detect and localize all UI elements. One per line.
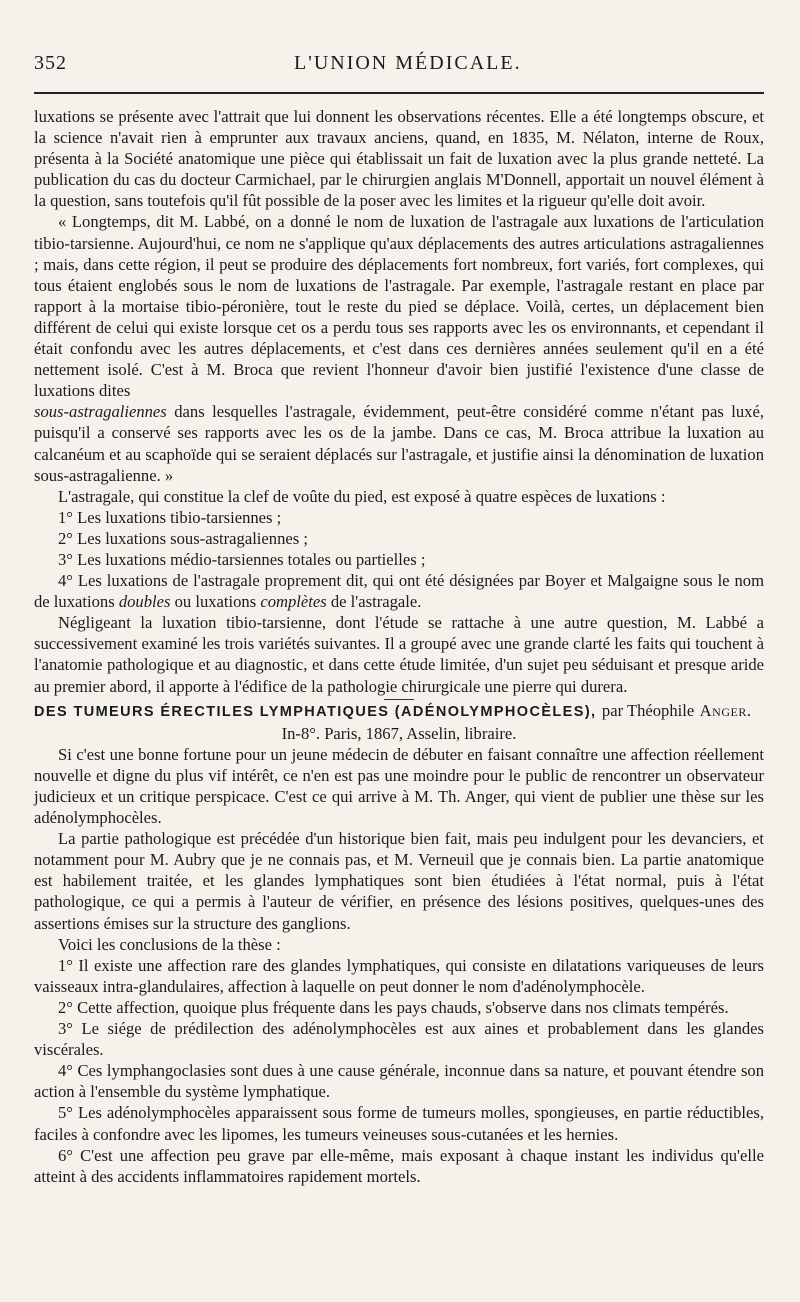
conclusion-item: 3° Le siége de prédilection des adénolymphocèles est aux aines et probablement dans les glandes viscérales.: [34, 1019, 764, 1060]
body-text: [34, 106, 764, 1187]
article2-heading: DES TUMEURS ÉRECTILES LYMPHATIQUES (ADÉNOLYMPHOCÈLES), par Théophile Anger.: [34, 700, 752, 720]
list-item: 1° Les luxations tibio-tarsiennes ;: [58, 507, 282, 527]
article2-paragraph: La partie pathologique est précédée d'un historique bien fait, mais peu indulgent pour les devanciers, et notamment pour M. Aubry que je ne connais pas, et M. Verneuil que je connais bien. La partie anatomique est habilement traitée, et les glandes lymphatiques sont bien étudiées à l'état normal, puis à l'état pathologique, ce qui a permis à l'auteur de vérifier, en présence des lésions positives, quelques-unes des assertions émises sur la structure des ganglions.: [34, 829, 764, 933]
article1-paragraph: L'astragale, qui constitue la clef de voûte du pied, est exposé à quatre espèces de luxations :: [58, 486, 666, 506]
article1-paragraph: luxations se présente avec l'attrait que lui donnent les observations récentes. Elle a été longtemps obscure, et la science n'avait rien à emprunter aux travaux anciens, quand, en 1835, M. Nélaton, interne de Roux, présenta à la Société anatomique une pièce qui établissait un fait de luxation avec la plus grande netteté. La publication du cas du docteur Carmichael, par le chirurgien anglais M'Donnell, apportait un nouvel élément à la question, sans toutefois qu'il fût possible de la poser avec les limites et la rigueur qu'elle doit avoir.: [34, 107, 764, 211]
running-head: [34, 52, 764, 86]
conclusion-item: 4° Ces lymphangoclasies sont dues à une cause générale, inconnue dans sa nature, et pouvant étendre son action à l'ensemble du système lymphatique.: [34, 1061, 764, 1102]
header-rule: [34, 92, 764, 94]
page-number: 352: [34, 52, 67, 74]
italic-term: sous-astragaliennes: [34, 402, 167, 422]
list-item: 3° Les luxations médio-tarsiennes totales ou partielles ;: [58, 549, 426, 569]
conclusion-item: 2° Cette affection, quoique plus fréquente dans les pays chauds, s'observe dans nos climats tempérés.: [58, 997, 729, 1017]
article1-paragraph-continued: sous-astragaliennes dans lesquelles l'astragale, évidemment, peut-être considéré comme n'étant pas luxé, puisqu'il a conservé ses rapports avec les os de la jambe. Dans ce cas, M. Broca attribue la luxation au calcanéum et au scaphoïde qui se seraient déplacés sur l'astragale, et justifie ainsi la dénomination de luxation sous-astragalienne. »: [34, 402, 764, 485]
article2-paragraph: Voici les conclusions de la thèse :: [58, 934, 281, 954]
list-item: 4° Les luxations de l'astragale proprement dit, qui ont été désignées par Boyer et Malgaigne sous le nom de luxations doubles ou luxations complètes de l'astragale.: [34, 571, 764, 612]
conclusion-item: 5° Les adénolymphocèles apparaissent sous forme de tumeurs molles, spongieuses, en partie réductibles, faciles à confondre avec les lipomes, les tumeurs veineuses sous-cutanées et les hernies.: [34, 1103, 764, 1144]
conclusion-item: 1° Il existe une affection rare des glandes lymphatiques, qui consiste en dilatations variqueuses de leurs vaisseaux intra-glandulaires, affection à laquelle on peut donner le nom d'adénolymphocèle.: [34, 955, 764, 996]
journal-title: L'UNION MÉDICALE.: [294, 52, 522, 74]
article2-imprint: In-8°. Paris, 1867, Asselin, libraire.: [281, 723, 517, 743]
article1-paragraph: « Longtemps, dit M. Labbé, on a donné le nom de luxation de l'astragale aux luxations de l'articulation tibio-tarsienne. Aujourd'hui, ce nom ne s'applique qu'aux déplacements des autres articulations astragaliennes ; mais, dans cette région, il peut se produire des déplacements fort nombreux, fort variés, fort complexes, qui tous étaient englobés sous le nom de luxations de l'astragale. Par exemple, l'astragale restant en place par rapport à la mortaise tibio-péronière, tout le reste du pied se déplace. Voilà, certes, un déplacement bien différent de celui qui existe lorsque cet os a perdu tous ses rapports avec les os environnants, et cependant il était confondu avec les autres déplacements, et c'est dans ces dernières années seulement qu'il en a été nettement isolé. C'est à M. Broca que revient l'honneur d'avoir bien justifié l'existence d'une classe de luxations dites: [34, 212, 764, 401]
conclusion-item: 6° C'est une affection peu grave par elle-même, mais exposant à chaque instant les individus qu'elle atteint à des accidents inflammatoires rapidement mortels.: [34, 1145, 764, 1186]
article2-author: Anger.: [699, 700, 752, 720]
article2-paragraph: Si c'est une bonne fortune pour un jeune médecin de débuter en faisant connaître une affection réellement nouvelle et digne du plus vif intérêt, ce n'en est pas une moindre pour le public de rencontrer un observateur judicieux et un critique perspicace. C'est ce qui arrive à M. Th. Anger, qui vient de publier une thèse sur les adénolymphocèles.: [34, 744, 764, 828]
article1-closing-paragraph: Négligeant la luxation tibio-tarsienne, dont l'étude se rattache à une autre question, M. Labbé a successivement examiné les trois variétés suivantes. Il a groupé avec une grande clarté les faits qui touchent à l'anatomie pathologique et au diagnostic, et dans cette étude limitée, d'un sujet peu séduisant et presque aride au premier abord, il apporte à l'édifice de la pathologie chirurgicale une pierre qui durera.: [34, 613, 764, 696]
article2-title: DES TUMEURS ÉRECTILES LYMPHATIQUES (ADÉNOLYMPHOCÈLES),: [34, 703, 597, 720]
list-item: 2° Les luxations sous-astragaliennes ;: [58, 528, 308, 548]
